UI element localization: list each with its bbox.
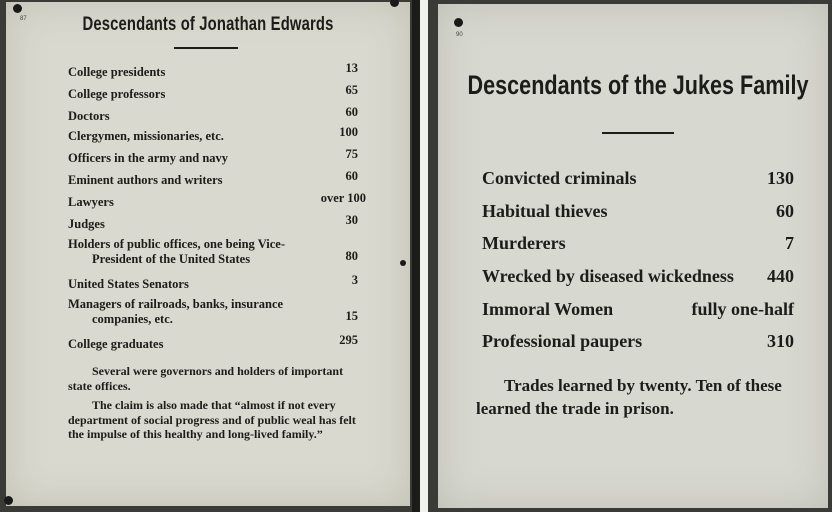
- list-item: Judges 30: [68, 213, 358, 231]
- list-item: Clergymen, missionaries, etc. 100: [68, 125, 358, 143]
- thumbtack-icon: [400, 260, 406, 266]
- list-item: College graduates 295: [68, 333, 358, 351]
- list-item: Habitual thieves 60: [482, 201, 794, 221]
- list-value: 130: [767, 168, 794, 188]
- list-item: College presidents 13: [68, 61, 358, 79]
- list-value: 60: [345, 169, 358, 183]
- list-item: Lawyers over 100: [68, 191, 366, 209]
- card-title: Descendants of Jonathan Edwards: [82, 14, 334, 35]
- title-rule: [174, 47, 238, 49]
- page-number: 87: [20, 16, 27, 22]
- frame-gap: [420, 0, 428, 512]
- list-value: 80: [345, 249, 358, 263]
- list-value: 13: [345, 61, 358, 75]
- list-value: 60: [345, 105, 358, 119]
- list-value: 310: [767, 331, 794, 351]
- thumbtack-icon: [4, 496, 13, 505]
- list-item: Eminent authors and writers 60: [68, 169, 358, 187]
- list-item: Managers of railroads, banks, insurance companies, etc. 15: [68, 297, 358, 326]
- list-item: Convicted criminals 130: [482, 168, 794, 188]
- list-value: 3: [351, 273, 358, 287]
- note-paragraph: Several were governors and holders of important state offices.: [68, 364, 344, 393]
- list-value: 100: [339, 125, 358, 139]
- note-paragraph: The claim is also made that “almost if not every department of social progress and of public weal has felt the impulse of this healthy and long-lived family.”: [68, 398, 356, 441]
- list-value: 30: [345, 213, 358, 227]
- note-paragraph: Trades learned by twenty. Ten of these learned the trade in prison.: [476, 376, 782, 418]
- list-item: United States Senators 3: [68, 273, 358, 291]
- list-item: Wrecked by diseased wickedness 440: [482, 266, 794, 286]
- list-value: over 100: [320, 191, 366, 205]
- list-value: fully one-half: [691, 299, 794, 319]
- list-value: 295: [339, 333, 358, 347]
- list-item: Officers in the army and navy 75: [68, 147, 358, 165]
- list-item: College professors 65: [68, 83, 358, 101]
- list-item: Immoral Women fully one-half: [482, 299, 794, 319]
- list-value: 7: [785, 233, 794, 253]
- list-value: 60: [776, 201, 794, 221]
- card-title: Descendants of the Jukes Family: [467, 70, 809, 100]
- title-rule: [602, 132, 674, 134]
- thumbtack-icon: [390, 0, 399, 7]
- list-item: Professional paupers 310: [482, 331, 794, 351]
- list-value: 75: [345, 147, 358, 161]
- list-value: 15: [345, 309, 358, 323]
- list-item: Doctors 60: [68, 105, 358, 123]
- thumbtack-icon: [13, 4, 22, 13]
- jukes-card: [438, 4, 828, 508]
- list-value: 440: [767, 266, 794, 286]
- list-item: Murderers 7: [482, 233, 794, 253]
- thumbtack-icon: [454, 18, 463, 27]
- list-value: 65: [345, 83, 358, 97]
- page-number: 90: [456, 32, 463, 38]
- list-item: Holders of public offices, one being Vice- President of the United States 80: [68, 237, 358, 266]
- edwards-card: [6, 2, 410, 506]
